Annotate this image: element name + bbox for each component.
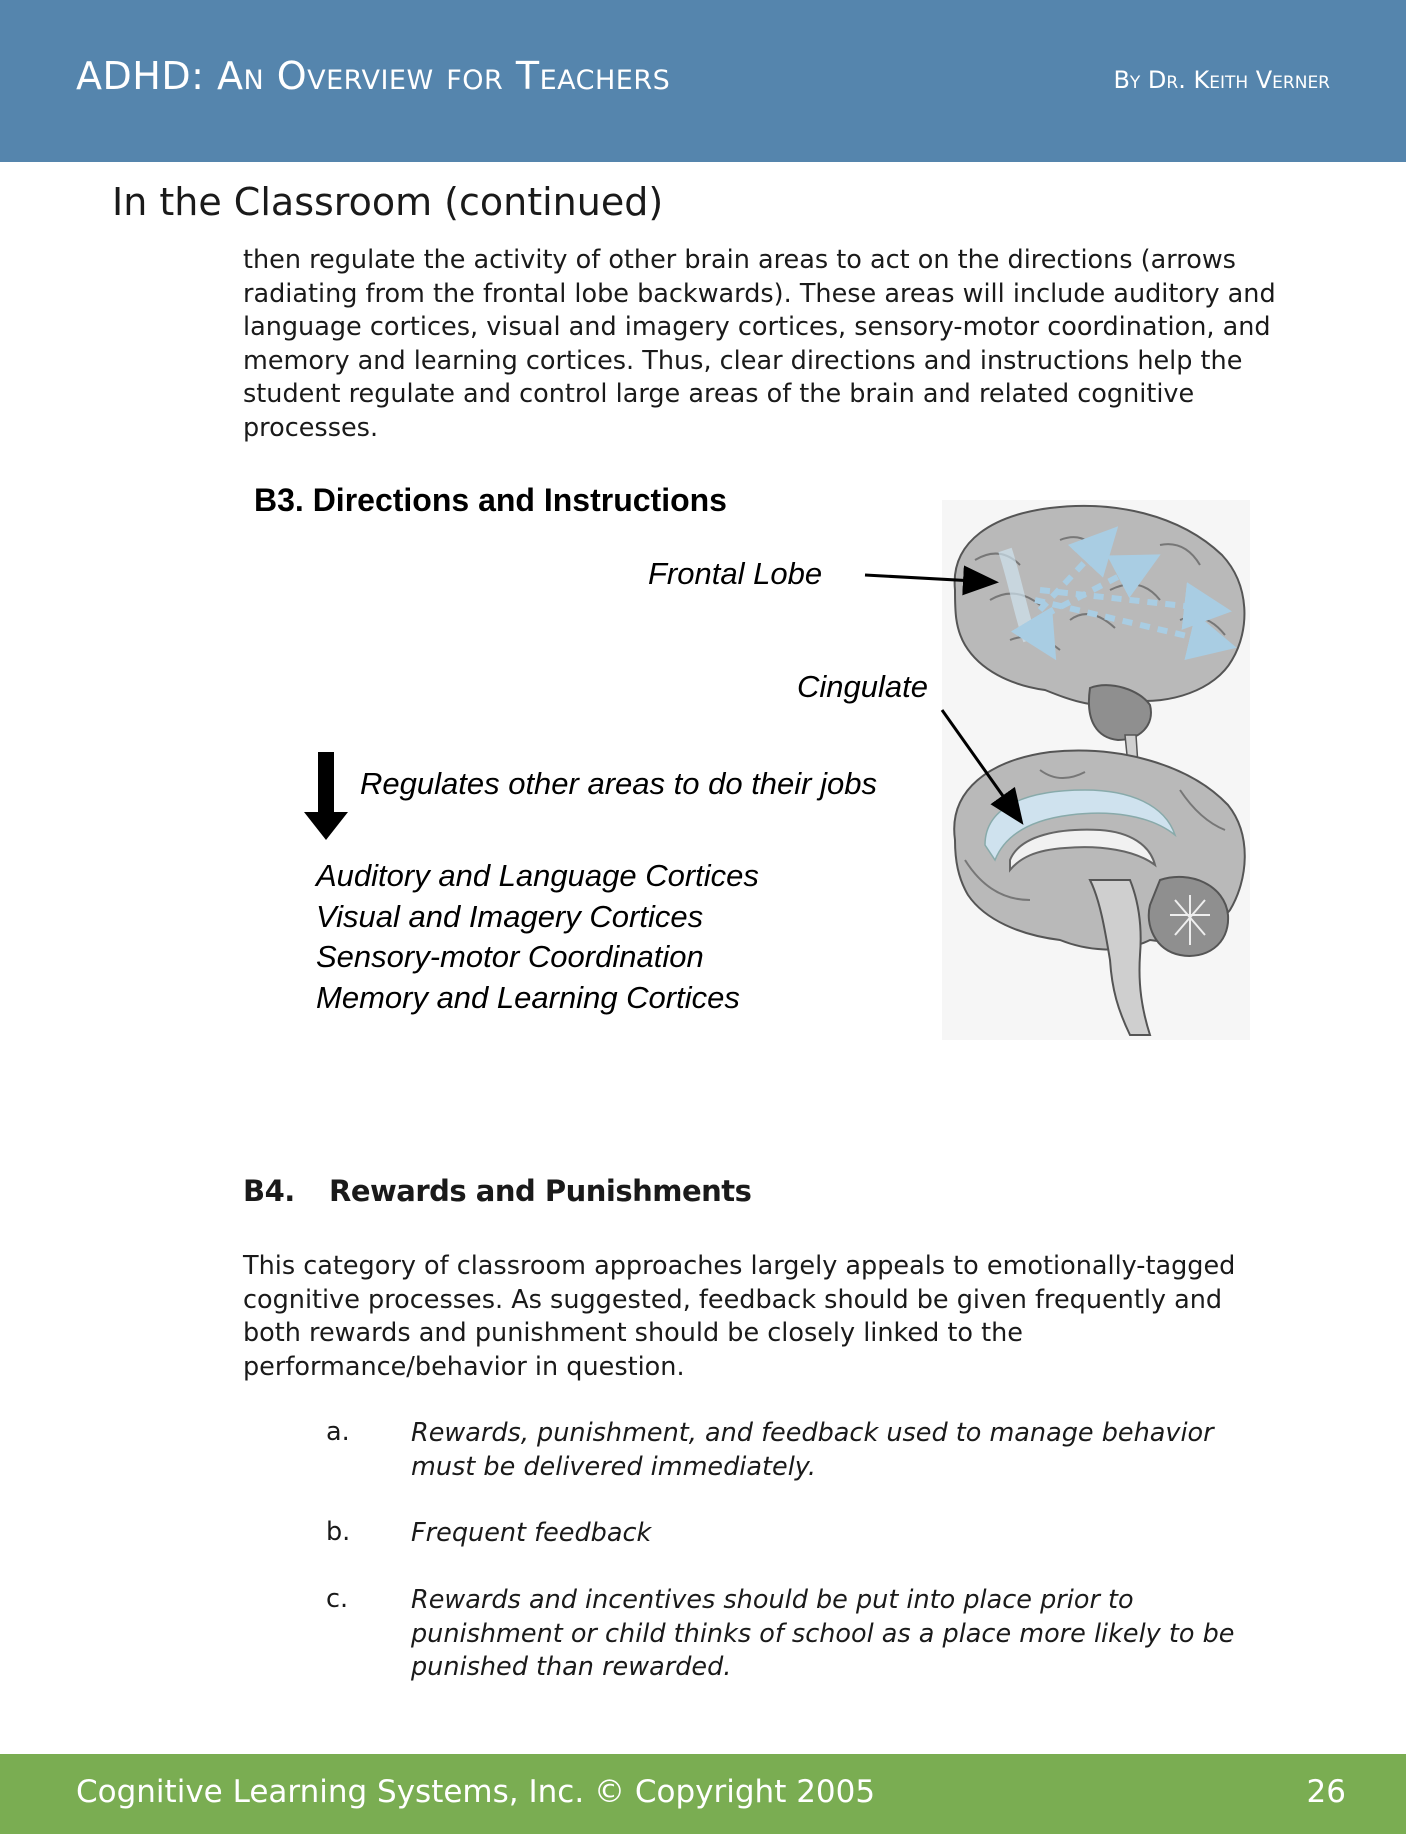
list-item-text: Rewards, punishment, and feedback used to manage behavior must be delivered immediately. <box>411 1418 1214 1482</box>
copyright-text: Cognitive Learning Systems, Inc. © Copyright 2005 <box>76 1774 876 1810</box>
list-item-text: Rewards and incentives should be put into place prior to punishment or child thinks of school as a place more likely to be punished than rewarded. <box>411 1585 1235 1682</box>
area-item: Auditory and Language Cortices <box>316 858 759 893</box>
document-author: By Dr. Keith Verner <box>1113 66 1330 94</box>
list-item-letter: c. <box>326 1584 349 1614</box>
area-item: Memory and Learning Cortices <box>316 979 740 1015</box>
rewards-section-number: B4. <box>243 1174 295 1208</box>
list-item-letter: a. <box>326 1417 350 1447</box>
list-item-text: Frequent feedback <box>411 1518 652 1548</box>
area-item: Sensory-motor Coordination <box>316 939 704 974</box>
frontal-lobe-label: Frontal Lobe <box>648 556 823 591</box>
down-arrow-icon <box>304 752 348 840</box>
page-number: 26 <box>1306 1774 1346 1810</box>
rewards-section-title: Rewards and Punishments <box>329 1174 752 1208</box>
page-footer <box>0 1754 1406 1834</box>
rewards-paragraph: This category of classroom approaches largely appeals to emotionally-tagged cognitive processes. As suggested, feedback should be given frequently and both rewards and punishment should be closely linked to the performance/behavior in question. <box>243 1251 1236 1382</box>
document-title: ADHD: An Overview for Teachers <box>76 54 671 98</box>
brain-areas-list <box>316 856 759 1018</box>
cingulate-label: Cingulate <box>797 669 928 704</box>
section-title: In the Classroom (continued) <box>112 180 664 224</box>
list-item-letter: b. <box>326 1517 351 1547</box>
area-item: Visual and Imagery Cortices <box>316 898 704 934</box>
figure-heading: B3. Directions and Instructions <box>254 482 727 518</box>
regulates-label: Regulates other areas to do their jobs <box>360 766 877 801</box>
intro-paragraph: then regulate the activity of other brain areas to act on the directions (arrows radiating from the frontal lobe backwards). These areas will include auditory and language cortices, visual and imagery cortices, sensory-motor coordination, and memory and learning cortices. Thus, clear directions and instructions help the student regulate and control large areas of the brain and related cognitive processes. <box>243 245 1276 443</box>
